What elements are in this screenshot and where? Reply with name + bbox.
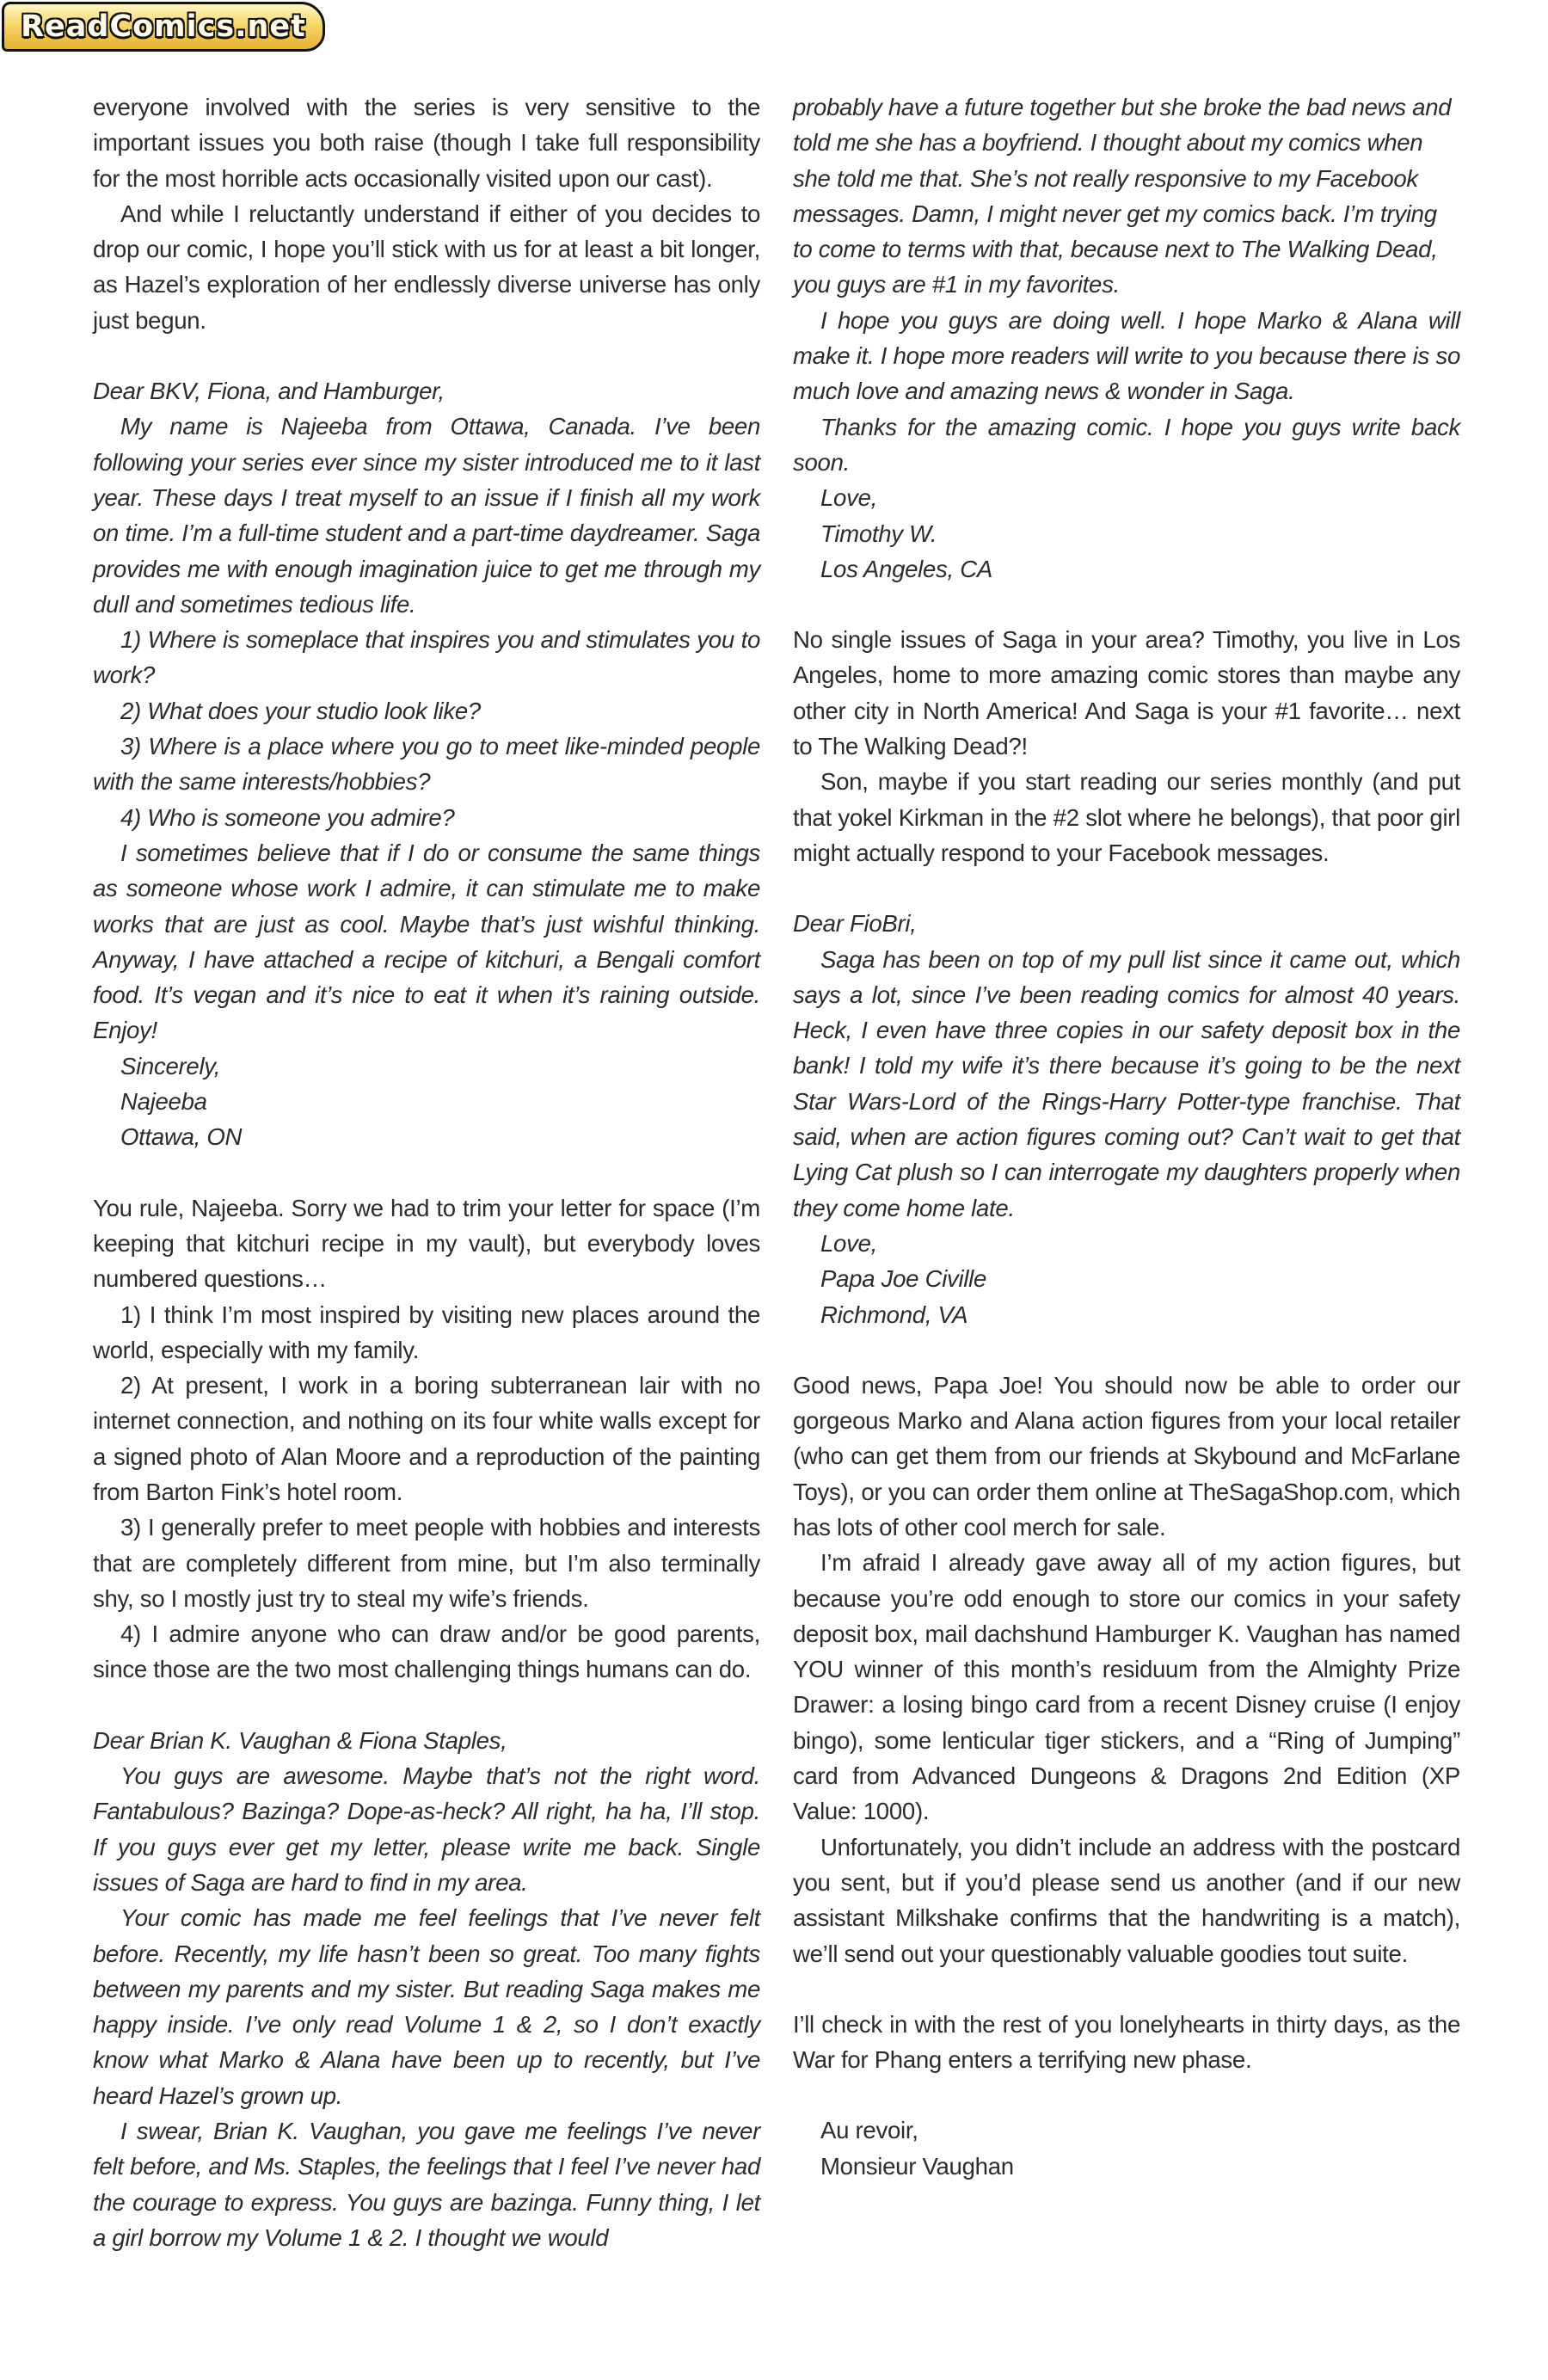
letter-paragraph: Your comic has made me feel feelings that I’ve never felt before. Recently, my life hasn’t been so great. Too many fights between my parents and my sister. But reading Saga makes me happy inside. I’ve only read Volume 1 & 2, so I don’t exactly know what Marko & Alana have been up to recently, but I’ve heard Hazel’s grown up. (93, 1904, 760, 2109)
letter-paragraph: My name is Najeeba from Ottawa, Canada. I’ve been following your series ever since my sister introduced me to it last year. These days I treat myself to an issue if I finish all my work on time. I’m a full-time student and a part-time daydreamer. Saga provides me with enough imagination juice to get me through my dull and sometimes tedious life. (93, 413, 760, 618)
letter-paragraph: Thanks for the amazing comic. I hope you guys write back soon. (793, 413, 1460, 476)
signature-line: Love, (820, 1229, 878, 1257)
reply-paragraph: 2) At present, I work in a boring subterranean lair with no internet connection, and nothing on its four white walls except for a signed photo of Alan Moore and a reproduction of the painting from Barton Fink’s hotel room. (93, 1372, 760, 1505)
reply-paragraph: No single issues of Saga in your area? Timothy, you live in Los Angeles, home to more amazing comic stores than maybe any other city in North America! And Saga is your #1 favorite… next to The Walking Dead?! (793, 626, 1460, 760)
letter-paragraph: 2) What does your studio look like? (120, 697, 481, 724)
signature-line: Sincerely, (120, 1052, 221, 1079)
signature-line: Los Angeles, CA (820, 555, 993, 582)
site-logo[interactable]: ReadComics.net (2, 2, 325, 52)
letter-paragraph: You guys are awesome. Maybe that’s not the right word. Fantabulous? Bazinga? Dope-as-heck? All right, ha ha, I’ll stop. If you guys ever get my letter, please write me back. Single issues of Saga are hard to find in my area. (93, 1762, 760, 1896)
reply-paragraph: 4) I admire anyone who can draw and/or be good parents, since those are the two most challenging things humans can do. (93, 1620, 760, 1683)
reply-paragraph: And while I reluctantly understand if either of you decides to drop our comic, I hope you’ll stick with us for at least a bit longer, as Hazel’s exploration of her endlessly diverse universe has only just begun. (93, 200, 760, 334)
reply-paragraph: Good news, Papa Joe! You should now be able to order our gorgeous Marko and Alana action figures from your local retailer (who can get them from our friends at Skybound and McFarlane Toys), or you can order them online at TheSagaShop.com, which has lots of other cool merch for sale. (793, 1371, 1460, 1541)
paragraph-spacer (93, 1155, 760, 1190)
signature-line: Ottawa, ON (120, 1123, 243, 1151)
reply-paragraph: I’m afraid I already gave away all of my action figures, but because you’re odd enough to store our comics in your safety deposit box, mail dachshund Hamburger K. Vaughan has named YOU winner of this month’s residuum from the Almighty Prize Drawer: a losing bingo card from a recent Disney cruise (I enjoy bingo), some lenticular tiger stickers, and a “Ring of Jumping” card from Advanced Dungeons & Dragons 2nd Edition (XP Value: 1000). (793, 1549, 1460, 1825)
letter-paragraph: 3) Where is a place where you go to meet like-minded people with the same interests/hobbies? (93, 733, 760, 796)
paragraph-spacer (793, 587, 1460, 622)
letter-paragraph: I swear, Brian K. Vaughan, you gave me feelings I’ve never felt before, and Ms. Staples, the feelings that I feel I’ve never had the courage to express. You guys are bazinga. Funny thing, I let a girl borrow my Volume 1 & 2. I thought we would (93, 2118, 760, 2251)
letter-paragraph: Dear BKV, Fiona, and Hamburger, (93, 378, 445, 405)
letter-paragraph: Dear FioBri, (793, 910, 917, 938)
paragraph-spacer (793, 870, 1460, 906)
letter-paragraph: Saga has been on top of my pull list since it came out, which says a lot, since I’ve been reading comics for almost 40 years. Heck, I even have three copies in our safety deposit box in the bank! I told my wife it’s there because it’s going to be the next Star Wars-Lord of the Rings-Harry Potter-type franchise. That said, when are action figures coming out? Can’t wait to get that Lying Cat plush so I can interrogate my daughters properly when they come home late. (793, 945, 1460, 1221)
signature-line: Richmond, VA (820, 1301, 968, 1328)
signature-line: Timothy W. (820, 520, 937, 547)
letter-paragraph: probably have a future together but she broke the bad news and told me she has a boyfriend. I thought about my comics when she told me that. She’s not really responsive to my Facebook messages. Damn, I might never get my comics back. I’m trying to come to terms with that, because next to The Walking Dead, you guys are #1 in my favorites. (793, 94, 1452, 298)
signature-line: Papa Joe Civille (820, 1265, 987, 1293)
reply-paragraph: Son, maybe if you start reading our series monthly (and put that yokel Kirkman in the #2 slot where he belongs), that poor girl might actually respond to your Facebook messages. (793, 768, 1460, 866)
reply-paragraph: I’ll check in with the rest of you lonelyhearts in thirty days, as the War for Phang enters a terrifying new phase. (793, 2010, 1460, 2074)
signature-line: Monsieur Vaughan (820, 2152, 1014, 2180)
signature-line: Love, (820, 484, 878, 512)
letter-paragraph: 1) Where is someplace that inspires you and stimulates you to work? (93, 626, 760, 689)
letter-paragraph: I sometimes believe that if I do or consume the same things as someone whose work I admire, it can stimulate me to make works that are just as cool. Maybe that’s just wishful thinking. Anyway, I have attached a recipe of kitchuri, a Bengali comfort food. It’s vegan and it’s nice to eat it when it’s raining outside. Enjoy! (93, 839, 760, 1044)
signature-line: Au revoir, (820, 2117, 918, 2144)
letter-paragraph: 4) Who is someone you admire? (120, 803, 455, 831)
reply-paragraph: everyone involved with the series is very sensitive to the important issues you both raise (though I take full responsibility for the most horrible acts occasionally visited upon our cast). (93, 94, 760, 192)
letter-paragraph: I hope you guys are doing well. I hope Marko & Alana will make it. I hope more readers will write to you because there is so much love and amazing news & wonder in Saga. (793, 306, 1460, 405)
reply-paragraph: Unfortunately, you didn’t include an address with the postcard you sent, but if you’d please send us another (and if our new assistant Milkshake confirms that the handwriting is a match), we’ll send out your questionably valuable goodies tout suite. (793, 1833, 1460, 1967)
reply-paragraph: 3) I generally prefer to meet people with hobbies and interests that are completely different from mine, but I’m also terminally shy, so I mostly just try to steal my wife’s friends. (93, 1514, 760, 1612)
paragraph-spacer (93, 1688, 760, 1723)
right-column (793, 89, 1460, 2184)
letter-paragraph: Dear Brian K. Vaughan & Fiona Staples, (93, 1726, 507, 1754)
left-column (93, 89, 760, 2255)
paragraph-spacer (793, 1332, 1460, 1368)
paragraph-spacer (793, 2077, 1460, 2112)
paragraph-spacer (93, 338, 760, 373)
paragraph-spacer (793, 1971, 1460, 2007)
signature-line: Najeeba (120, 1088, 207, 1116)
reply-paragraph: You rule, Najeeba. Sorry we had to trim your letter for space (I’m keeping that kitchuri recipe in my vault), but everybody loves numbered questions… (93, 1194, 760, 1293)
reply-paragraph: 1) I think I’m most inspired by visiting new places around the world, especially with my family. (93, 1301, 760, 1363)
